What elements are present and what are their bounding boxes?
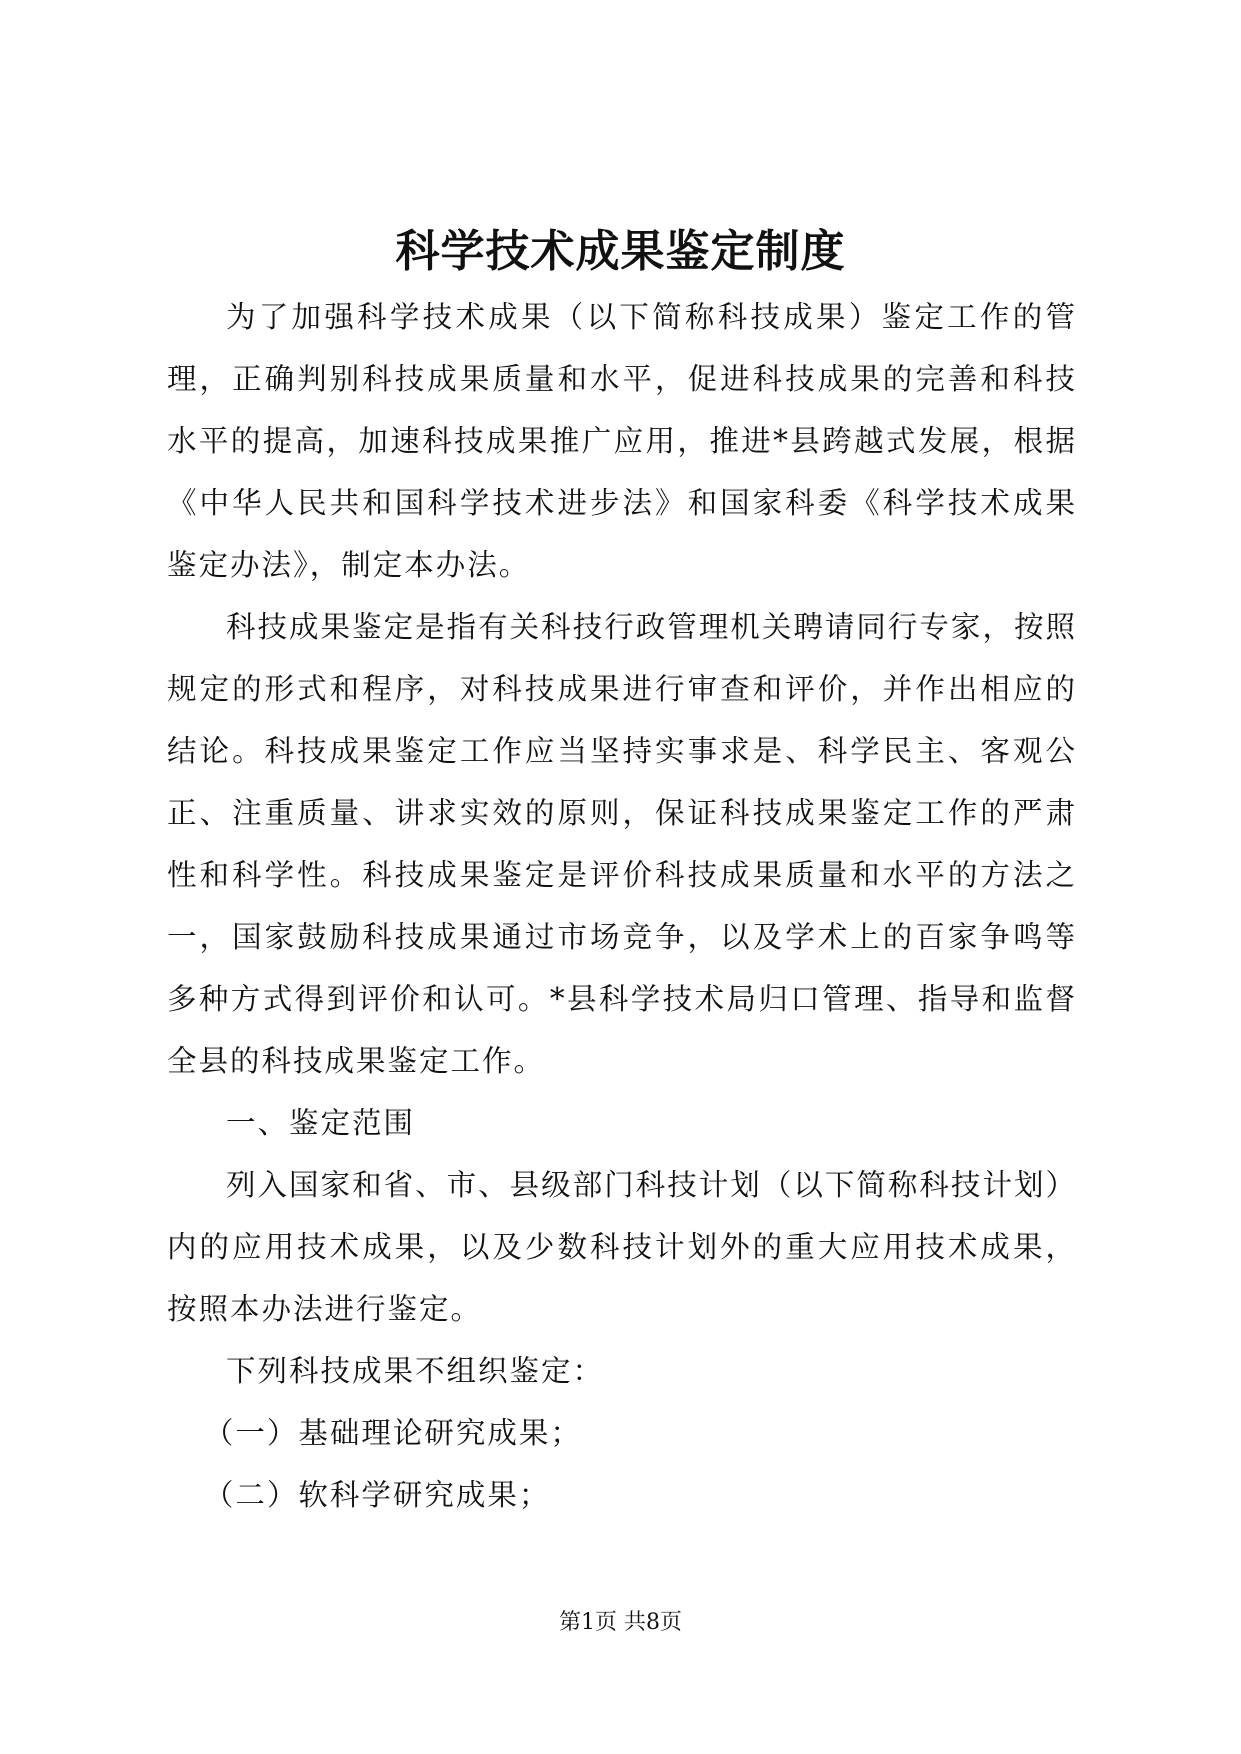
list-item-soft-science: （二）软科学研究成果； [203,1478,551,1512]
paragraph-purpose: 为了加强科学技术成果（以下简称科技成果）鉴定工作的管理，正确判别科技成果质量和水平，促进科技成果的完善和科技水平的提高，加速科技成果推广应用，推进*县跨越式发展，根据《中华人民共和国科学技术进步法》和国家科委《科学技术成果鉴定办法》，制定本办法。 [167,300,1077,582]
document-title: 科学技术成果鉴定制度 [395,226,846,277]
paragraph-definition: 科技成果鉴定是指有关科技行政管理机关聘请同行专家，按照规定的形式和程序，对科技成果进行审查和评价，并作出相应的结论。科技成果鉴定工作应当坚持实事求是、科学民主、客观公正、注重质量、讲求实效的原则，保证科技成果鉴定工作的严肃性和科学性。科技成果鉴定是评价科技成果质量和水平的方法之一，国家鼓励科技成果通过市场竞争，以及学术上的百家争鸣等多种方式得到评价和认可。*县科学技术局归口管理、指导和监督全县的科技成果鉴定工作。 [167,610,1077,1078]
list-item-basic-theory: （一）基础理论研究成果； [203,1416,582,1450]
page-total: 共8页 [624,1610,682,1635]
page-footer [0,1608,1241,1638]
document-body [167,286,1077,1526]
paragraph-scope: 列入国家和省、市、县级部门科技计划（以下简称科技计划）内的应用技术成果，以及少数科技计划外的重大应用技术成果，按照本办法进行鉴定。 [167,1168,1077,1326]
page-number: 第1页 [559,1610,617,1635]
paragraph-exclusions: 下列科技成果不组织鉴定： [226,1354,605,1388]
section-heading-scope: 一、鉴定范围 [226,1106,416,1140]
